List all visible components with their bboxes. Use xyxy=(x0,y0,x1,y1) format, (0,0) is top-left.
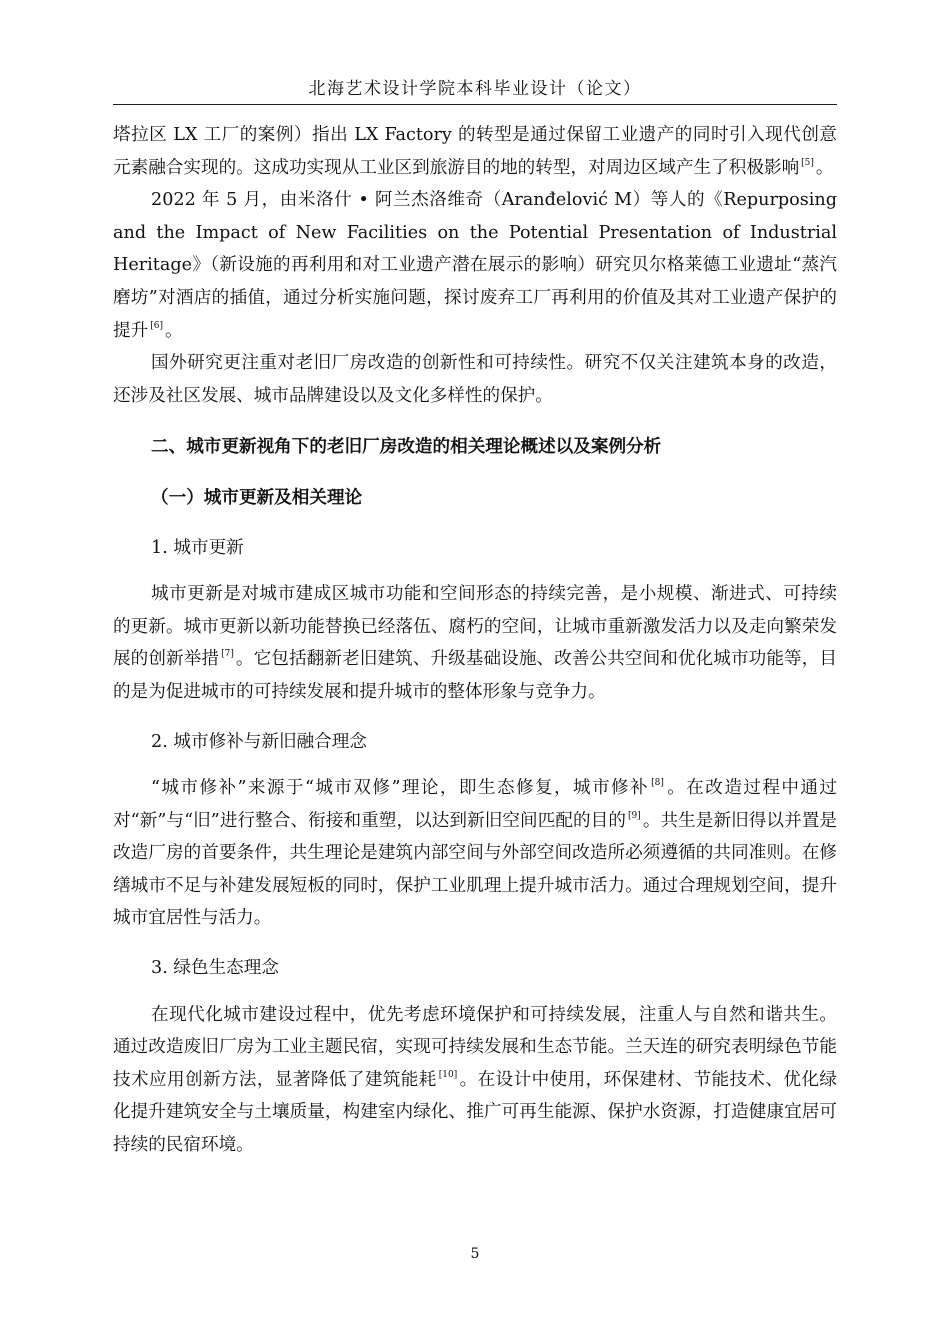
paragraph-text: 在现代化城市建设过程中，优先考虑环境保护和可持续发展，注重人与自然和谐共生。通过改造废旧厂房为工业主题民宿，实现可持续发展和生态节能。兰天连的研究表明绿色节能技术应用创新方法，显著降低了建筑能耗 xyxy=(113,1004,837,1090)
item-heading-urban-repair: 2. 城市修补与新旧融合理念 xyxy=(151,731,367,752)
citation-ref[interactable]: [6] xyxy=(150,320,163,331)
paragraph-green-ecology xyxy=(113,999,837,1162)
paragraph-lx-factory xyxy=(113,119,837,184)
paragraph-text: 。在设计中使用，环保建材、节能技术、优化绿化提升建筑安全与土壤质量，构建室内绿化、推广可再生能源、保护水资源，打造健康宜居可持续的民宿环境。 xyxy=(113,1069,837,1156)
citation-ref[interactable]: [8] xyxy=(651,778,664,789)
page-number: 5 xyxy=(470,1246,480,1262)
paragraph-urban-renewal xyxy=(113,578,837,708)
citation-ref[interactable]: [7] xyxy=(221,649,234,660)
paragraph-text: “城市修补”来源于“城市双修”理论，即生态修复，城市修补 xyxy=(151,778,650,799)
paragraph-text: 。在改造过程中通过对“新”与“旧”进行整合、衔接和重塑，以达到新旧空间匹配的目的 xyxy=(113,778,837,831)
paragraph-text: 城市更新是对城市建成区城市功能和空间形态的持续完善，是小规模、渐进式、可持续的更新。城市更新以新功能替换已经落伍、腐朽的空间，让城市重新激发活力以及走向繁荣发展的创新举措 xyxy=(113,584,837,670)
paragraph-text: 。 xyxy=(815,157,834,178)
page-body xyxy=(113,119,837,1162)
paragraph-text: 。 xyxy=(164,320,183,341)
paragraph-steam-mill xyxy=(113,184,837,347)
paragraph-urban-repair xyxy=(113,772,837,935)
subsection-heading: （一）城市更新及相关理论 xyxy=(151,486,363,508)
header-rule xyxy=(113,104,837,105)
citation-ref[interactable]: [10] xyxy=(438,1069,458,1080)
page-header: 北海艺术设计学院本科毕业设计（论文） xyxy=(308,79,642,99)
item-heading-green-ecology: 3. 绿色生态理念 xyxy=(151,958,279,979)
paragraph-text: 。它包括翻新老旧建筑、升级基础设施、改善公共空间和优化城市功能等，目的是为促进城市的可持续发展和提升城市的整体形象与竞争力。 xyxy=(113,649,837,702)
citation-ref[interactable]: [9] xyxy=(628,810,641,821)
paragraph-text: 2022 年 5 月，由米洛什 • 阿兰杰洛维奇（Aranđelović M）等人的《Repurposing and the Impact of New Facilities on the Potential Presentation of Industrial Heritage》（新设施的再利用和对工业遗产潜在展示的影响）研究贝尔格莱德工业遗址“蒸汽磨坊”对酒店的插值，通过分析实施问题，探讨废弃工厂再利用的价值及其对工业遗产保护的提升 xyxy=(113,190,837,341)
item-heading-urban-renewal: 1. 城市更新 xyxy=(151,537,244,558)
paragraph-foreign-research: 国外研究更注重对老旧厂房改造的创新性和可持续性。研究不仅关注建筑本身的改造，还涉及社区发展、城市品牌建设以及文化多样性的保护。 xyxy=(113,353,837,406)
paragraph-text: 。共生是新旧得以并置是改造厂房的首要条件，共生理论是建筑内部空间与外部空间改造所必须遵循的共同准则。在修缮城市不足与补建发展短板的同时，保护工业肌理上提升城市活力。通过合理规划空间，提升城市宜居性与活力。 xyxy=(113,810,837,929)
citation-ref[interactable]: [5] xyxy=(801,157,814,168)
paragraph-text: 塔拉区 LX 工厂的案例）指出 LX Factory 的转型是通过保留工业遗产的同时引入现代创意元素融合实现的。这成功实现从工业区到旅游目的地的转型，对周边区域产生了积极影响 xyxy=(113,125,837,178)
section-heading: 二、城市更新视角下的老旧厂房改造的相关理论概述以及案例分析 xyxy=(151,436,662,458)
